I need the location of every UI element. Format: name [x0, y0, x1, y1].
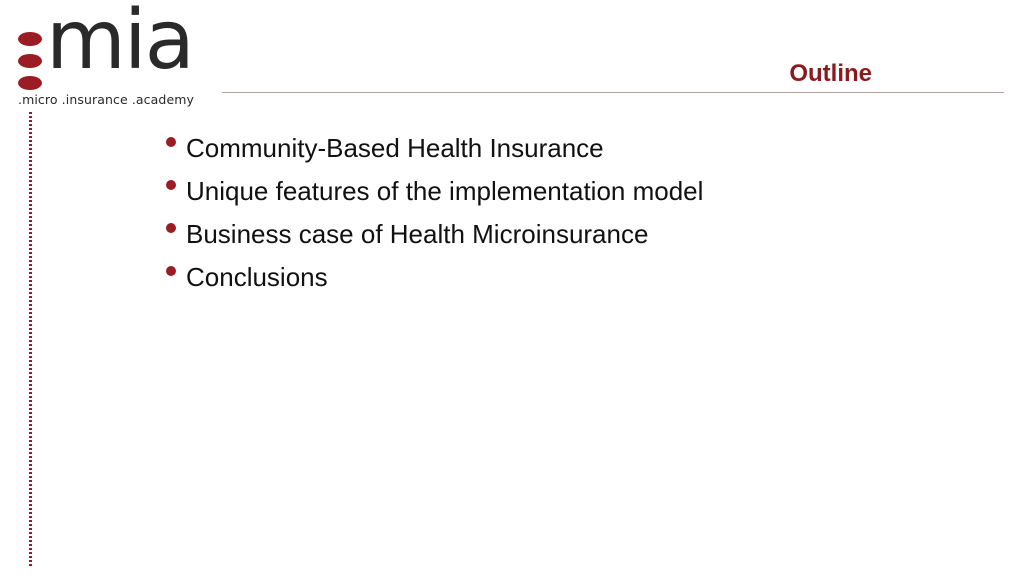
- three-dots-icon: [18, 32, 42, 94]
- header-divider: [222, 92, 1004, 93]
- bullet-item: [164, 257, 703, 300]
- bullet-icon: [166, 223, 176, 233]
- bullet-icon: [166, 137, 176, 147]
- mia-logo: [16, 0, 226, 110]
- logo-tagline: .micro .insurance .academy: [18, 92, 195, 107]
- bullet-text: Unique features of the implementation model: [186, 176, 704, 206]
- logo-wordmark: mia: [46, 0, 193, 88]
- bullet-item: [164, 171, 703, 214]
- bullet-icon: [166, 266, 176, 276]
- bullet-list: [164, 128, 703, 300]
- bullet-text: Community-Based Health Insurance: [186, 133, 604, 163]
- dotted-divider: [29, 112, 32, 566]
- bullet-text: Conclusions: [186, 262, 328, 292]
- bullet-icon: [166, 180, 176, 190]
- bullet-item: [164, 128, 703, 171]
- slide-title: Outline: [789, 60, 872, 87]
- bullet-item: [164, 214, 703, 257]
- bullet-text: Business case of Health Microinsurance: [186, 219, 649, 249]
